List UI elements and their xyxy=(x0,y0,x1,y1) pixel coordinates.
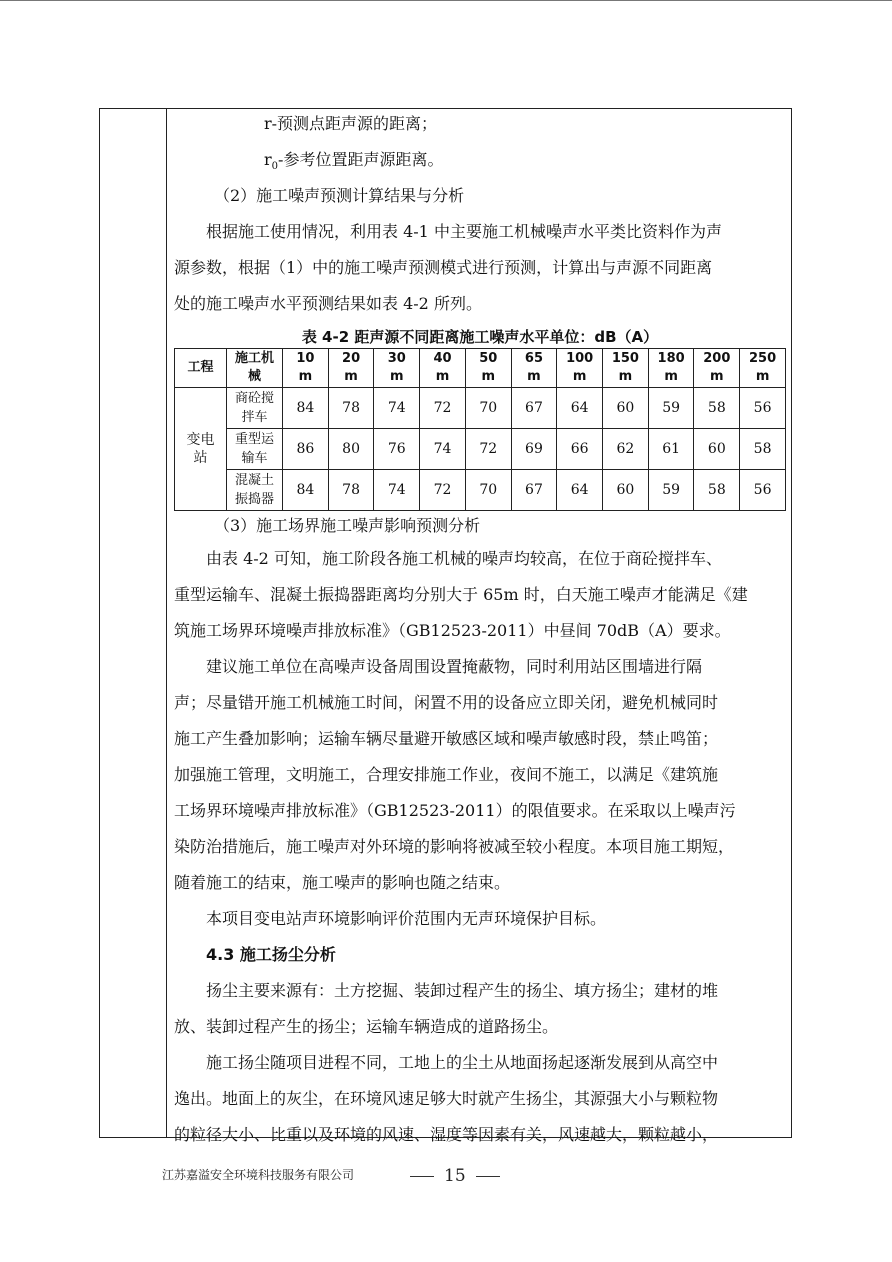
content-area xyxy=(174,109,786,1153)
table-cell: 64 xyxy=(557,470,603,511)
paragraph-dust-mechanism: 施工扬尘随项目进程不同，工地上的尘土从地面扬起逐渐发展到从高空中 逸出。地面上的灰尘，在环境风速足够大时就产生扬尘，其源强大小与颗粒物 的粒径大小、比重以及环境的风速、湿度等因素有关，风速越大，颗粒越小， xyxy=(174,1053,719,1144)
header-distance: 65 m xyxy=(511,349,557,388)
header-distance: 40 m xyxy=(420,349,466,388)
table-cell: 67 xyxy=(511,470,557,511)
table-cell: 60 xyxy=(694,429,740,470)
header-distance: 20 m xyxy=(328,349,374,388)
subsection-3-title: （3）施工场界施工噪声影响预测分析 xyxy=(214,516,481,535)
table-cell: 58 xyxy=(694,388,740,429)
table-cell: 76 xyxy=(374,429,420,470)
table-cell: 70 xyxy=(465,470,511,511)
table-cell: 84 xyxy=(283,470,329,511)
section-4-3-heading: 4.3 施工扬尘分析 xyxy=(206,945,336,964)
table-cell: 64 xyxy=(557,388,603,429)
page-dash-left xyxy=(410,1176,434,1177)
page-dash-right xyxy=(476,1176,500,1177)
table-cell: 74 xyxy=(374,470,420,511)
header-project: 工程 xyxy=(175,349,227,388)
table-cell: 70 xyxy=(465,388,511,429)
header-distance: 180 m xyxy=(648,349,694,388)
table-row xyxy=(175,388,786,429)
header-distance: 150 m xyxy=(603,349,649,388)
table-cell: 72 xyxy=(420,388,466,429)
table-cell: 66 xyxy=(557,429,603,470)
header-distance: 10 m xyxy=(283,349,329,388)
formula-var-r: r-预测点距声源的距离； xyxy=(264,114,438,133)
table-cell: 74 xyxy=(374,388,420,429)
machine-cell: 重型运 输车 xyxy=(227,429,283,470)
table-cell: 62 xyxy=(603,429,649,470)
table-cell: 60 xyxy=(603,388,649,429)
table-cell: 59 xyxy=(648,388,694,429)
table-header-row xyxy=(175,349,786,388)
table-cell: 86 xyxy=(283,429,329,470)
paragraph-no-targets: 本项目变电站声环境影响评价范围内无声环境保护目标。 xyxy=(206,909,607,928)
table-cell: 74 xyxy=(420,429,466,470)
table-cell: 80 xyxy=(328,429,374,470)
table-cell: 78 xyxy=(328,470,374,511)
formula-var-r0: $r_0-$参考位置距声源距离。 xyxy=(264,150,444,173)
table-cell: 58 xyxy=(694,470,740,511)
table-cell: 61 xyxy=(648,429,694,470)
project-cell: 变电 站 xyxy=(175,388,227,511)
table-cell: 72 xyxy=(465,429,511,470)
table-row xyxy=(175,429,786,470)
table-row xyxy=(175,470,786,511)
paragraph-mitigation: 建议施工单位在高噪声设备周围设置掩蔽物，同时利用站区围墙进行隔 声；尽量错开施工机械施工时间，闲置不用的设备应立即关闭，避免机械同时 施工产生叠加影响；运输车辆尽量避开敏感区域和噪声敏感时段，禁止鸣笛； 加强施工管理，文明施工，合理安排施工作业，夜间不施工，以满足《建筑施 工场界环境噪声排放标准》（GB12523-2011）的限值要求。在采取以上噪声污 染防治措施后，施工噪声对外环境的影响将被减至较小程度。本项目施工期短， 随着施工的结束，施工噪声的影响也随之结束。 xyxy=(174,657,736,892)
table-cell: 69 xyxy=(511,429,557,470)
header-distance: 250 m xyxy=(740,349,786,388)
page-number: 15 xyxy=(400,1166,510,1186)
header-distance: 100 m xyxy=(557,349,603,388)
top-rule xyxy=(0,0,892,1)
paragraph-dust-sources: 扬尘主要来源有：土方挖掘、装卸过程产生的扬尘、填方扬尘；建材的堆 放、装卸过程产生的扬尘；运输车辆造成的道路扬尘。 xyxy=(174,981,719,1036)
header-machine: 施工机 械 xyxy=(227,349,283,388)
table-cell: 60 xyxy=(603,470,649,511)
table-cell: 59 xyxy=(648,470,694,511)
noise-level-table xyxy=(174,348,786,511)
footer-company: 江苏嘉溢安全环境科技服务有限公司 xyxy=(162,1168,355,1182)
paragraph-calc-basis: 根据施工使用情况，利用表 4-1 中主要施工机械噪声水平类比资料作为声 源参数，根据（1）中的施工噪声预测模式进行预测，计算出与声源不同距离 处的施工噪声水平预测结果如表 4-2 所列。 xyxy=(174,222,722,313)
table-cell: 56 xyxy=(740,388,786,429)
table-cell: 58 xyxy=(740,429,786,470)
frame-divider xyxy=(166,109,167,1137)
table-title: 表 4-2 距声源不同距离施工噪声水平单位：dB（A） xyxy=(301,328,659,346)
table-cell: 78 xyxy=(328,388,374,429)
header-distance: 200 m xyxy=(694,349,740,388)
table-cell: 72 xyxy=(420,470,466,511)
paragraph-analysis: 由表 4-2 可知，施工阶段各施工机械的噪声均较高，在位于商砼搅拌车、 重型运输车、混凝土振捣器距离均分别大于 65m 时，白天施工噪声才能满足《建 筑施工场界环境噪声排放标准》（GB12523-2011）中昼间 70dB（A）要求。 xyxy=(174,549,748,640)
machine-cell: 商砼搅 拌车 xyxy=(227,388,283,429)
machine-cell: 混凝土 振捣器 xyxy=(227,470,283,511)
header-distance: 30 m xyxy=(374,349,420,388)
table-cell: 67 xyxy=(511,388,557,429)
table-cell: 84 xyxy=(283,388,329,429)
table-cell: 56 xyxy=(740,470,786,511)
form-frame xyxy=(99,108,792,1144)
header-distance: 50 m xyxy=(465,349,511,388)
subsection-2-title: （2）施工噪声预测计算结果与分析 xyxy=(214,186,465,205)
